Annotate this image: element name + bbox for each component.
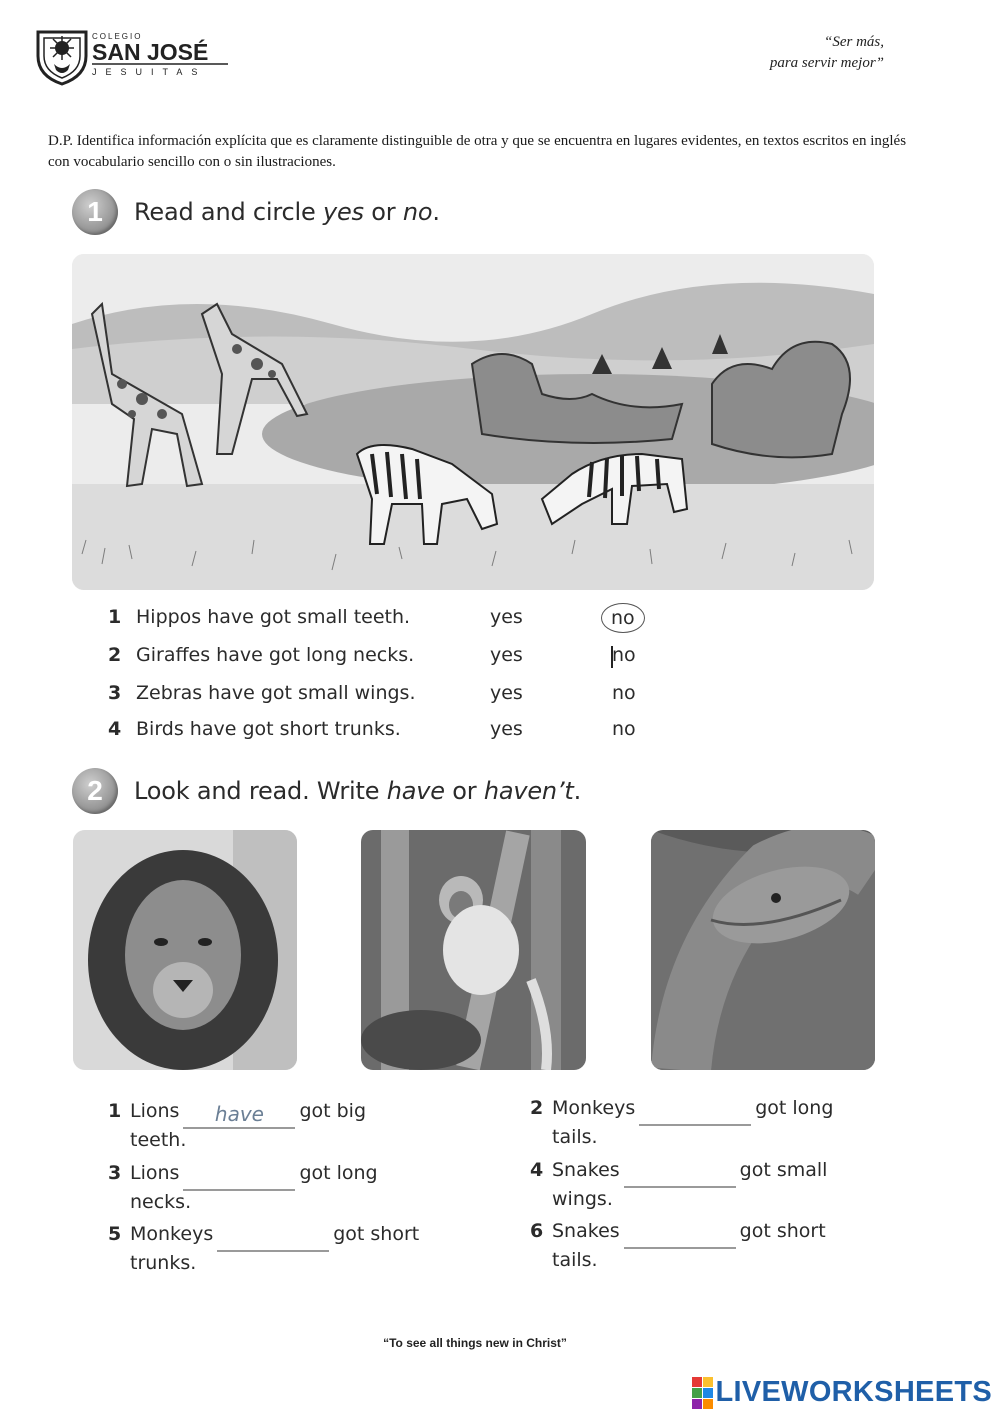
section-1-heading (72, 189, 440, 235)
ex2-subject: Monkeys (130, 1223, 214, 1245)
ex1-no-circled: no (601, 603, 645, 633)
ex2-subject: Snakes (552, 1159, 620, 1181)
ex2-continuation: teeth. (130, 1129, 187, 1151)
school-motto (770, 32, 884, 74)
section-2-heading (72, 768, 581, 814)
ex2-continuation: tails. (552, 1126, 598, 1148)
ex2-continuation: tails. (552, 1249, 598, 1271)
ex2-answer-input[interactable] (639, 1098, 751, 1126)
ex1-no-option[interactable]: no (612, 682, 636, 704)
ex2-answer-input[interactable] (183, 1163, 295, 1191)
ex2-item-number: 5 (108, 1223, 122, 1245)
ex1-yes-option[interactable]: yes (490, 682, 523, 704)
ex1-item-sentence: Zebras have got small wings. (136, 682, 416, 704)
snake-photo (651, 830, 875, 1070)
ex2-predicate: got big (299, 1100, 367, 1122)
ex2-answer-input[interactable] (624, 1160, 736, 1188)
ex2-item-number: 6 (530, 1220, 544, 1242)
ex2-answer-input[interactable] (183, 1101, 295, 1129)
ex1-yes-option[interactable]: yes (490, 606, 523, 628)
school-name: SAN JOSÉ (92, 39, 209, 65)
ex2-continuation: necks. (130, 1191, 192, 1213)
ex1-no-option[interactable] (612, 606, 645, 633)
savanna-illustration (72, 254, 874, 590)
ex1-item-sentence: Hippos have got small teeth. (136, 606, 411, 628)
school-sub-label: JESUITAS (92, 67, 207, 77)
liveworksheets-badge-icon (692, 1377, 713, 1409)
ex2-subject: Lions (130, 1162, 180, 1184)
school-small-label: COLEGIO (92, 32, 143, 41)
footer-quote: “To see all things new in Christ” (383, 1336, 567, 1350)
ex1-yes-option[interactable]: yes (490, 718, 523, 740)
section-2-title: Look and read. Write have or haven’t. (134, 777, 582, 805)
ex2-item-number: 3 (108, 1162, 122, 1184)
ex1-no-option[interactable]: no (612, 718, 636, 740)
ex2-answer-input[interactable] (624, 1221, 736, 1249)
ex2-item-number: 2 (530, 1097, 544, 1119)
ex2-answer-input[interactable] (217, 1224, 329, 1252)
ex1-item-number: 4 (108, 718, 122, 740)
lion-photo (73, 830, 297, 1070)
ex2-predicate: got long (755, 1097, 834, 1119)
ex2-item-number: 4 (530, 1159, 544, 1181)
ex2-predicate: got short (739, 1220, 826, 1242)
learning-objective: D.P. Identifica información explícita que es claramente distinguible de otra y que se encuentra en lugares evidentes, en textos escritos en inglés con vocabulario sencillo con o sin ilustraciones. (48, 133, 907, 170)
ex2-predicate: got small (739, 1159, 828, 1181)
ex1-item-number: 3 (108, 682, 122, 704)
ex2-subject: Snakes (552, 1220, 620, 1242)
ex2-continuation: wings. (552, 1188, 613, 1210)
ex1-item-number: 2 (108, 644, 122, 666)
ex2-subject: Monkeys (552, 1097, 636, 1119)
ex1-no-option[interactable]: no (612, 644, 636, 666)
monkey-photo (361, 830, 586, 1070)
school-logo (34, 26, 234, 86)
ex2-predicate: got short (333, 1223, 420, 1245)
motto-line-1: “Ser más, (823, 34, 884, 50)
liveworksheets-wordmark: LIVEWORKSHEETS (715, 1376, 992, 1408)
ex1-item-sentence: Giraffes have got long necks. (136, 644, 415, 666)
ex2-continuation: trunks. (130, 1252, 197, 1274)
motto-line-2: para servir mejor” (769, 55, 884, 71)
ex1-yes-option[interactable]: yes (490, 644, 523, 666)
section-1-title: Read and circle yes or no. (134, 198, 440, 226)
ex1-item-number: 1 (108, 606, 122, 628)
liveworksheets-brand[interactable] (692, 1376, 993, 1409)
section-2-number: 2 (72, 768, 118, 814)
ex1-item-sentence: Birds have got short trunks. (136, 718, 401, 740)
section-1-number: 1 (72, 189, 118, 235)
ex2-subject: Lions (130, 1100, 180, 1122)
ex2-predicate: got long (299, 1162, 378, 1184)
ex2-item-number: 1 (108, 1100, 122, 1122)
